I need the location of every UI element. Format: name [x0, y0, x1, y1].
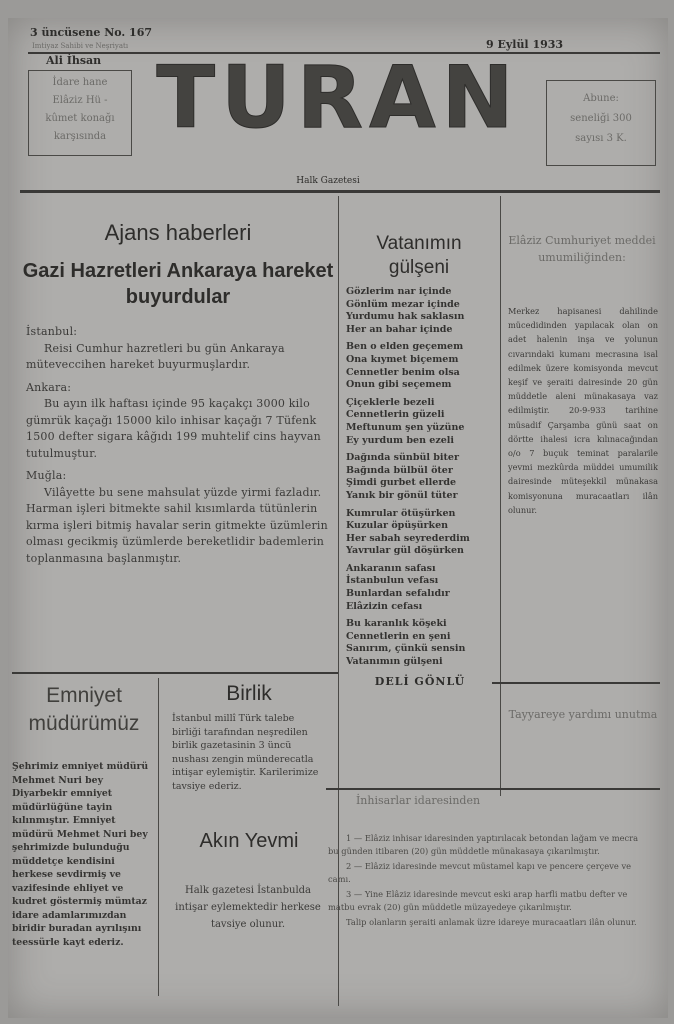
inhisar-item: 3 — Yine Elâziz idaresinde mevcut eski arap harfli matbu defter ve matbu evrak (20) gün müddetle müzayedeye çıkarılmıştır. — [328, 889, 628, 912]
poem-line: Şimdi gurbet ellerde — [346, 477, 457, 489]
newspaper-title: TURAN — [156, 48, 520, 148]
poem-line: Kumrular ötüşürken — [346, 507, 456, 519]
poem-line: Yanık bir gönül tüter — [346, 489, 458, 501]
section-rule — [326, 788, 660, 790]
akin-heading: Akın Yevmi — [199, 830, 299, 852]
owner-label: Imtiyaz Sahibi ve Neşriyatı — [32, 42, 129, 50]
inhisar-heading: İnhisarlar idaresinden — [355, 794, 481, 807]
birlik-heading: Birlik — [226, 682, 272, 705]
column-divider — [158, 678, 159, 996]
ajans-headline: Gazi Hazretleri Ankaraya hareket buyurdular — [22, 260, 334, 308]
poem-line: Sanırım, çünkü sensin — [346, 643, 466, 655]
inhisar-item: 1 — Elâziz inhisar idaresinden yaptırılacak betondan lağam ve mecra bu günden itibaren (20) gün müddetle münakasaya çıkarılmıştır. — [328, 833, 639, 856]
poem-line: Her sabah seyrederdim — [346, 532, 470, 544]
ajans-text: Reisi Cumhur hazretleri bu gün Ankaraya müteveccihen hareket buyurmuşlardır. — [26, 341, 285, 371]
cumhuriyet-text: Merkez hapisanesi dahilinde mücedidinden yapılacak olan on adet halenin inşa ve yolunun cıvarındaki kumanı mecrasına isal edilmek üzere komisyonda mevcut keşif ve şeraiti dairesinde 20 gün müddetle aleni münakasaya vaz edilmiştir. 20-9-933 tarihine müsadif Çarşamba günü saat on dörtte ihalesi icra kılınacağından o/o 7 buçuk teminat paralarile yevmi mezkûrda müddei umumilik dairesinde müteşekkil münakasa komisyonuna muracaatları ilân olunur. — [508, 306, 658, 515]
poem-line: Gözlerim nar içinde — [346, 286, 452, 297]
poem-line: Bağında bülbül öter — [346, 464, 453, 476]
address-line: İdare hane — [52, 77, 108, 88]
address-line: kûmet konağı — [45, 113, 115, 124]
address-box — [28, 70, 132, 156]
masthead-rule — [20, 190, 660, 193]
poem-line: Dağında sünbül biter — [346, 452, 459, 464]
poem-line: Ben o elden geçemem — [346, 341, 464, 353]
inhisar-item: Talip olanların şeraiti anlamak üzre idareye muracaatları ilân olunur. — [346, 917, 637, 927]
ajans-body — [26, 324, 328, 567]
poem-line: Vatanımın gülşeni — [346, 656, 443, 668]
address-line: karşısında — [53, 131, 107, 142]
poem-line: Bunlardan sefalıdır — [346, 588, 450, 600]
newspaper-page — [8, 18, 668, 1018]
poem-line: Ey yurdum ben ezeli — [346, 434, 455, 446]
ajans-place: Ankara: — [26, 380, 72, 394]
ajans-text: Bu ayın ilk haftası içinde 95 kaçakçı 3000 kilo gümrük kaçağı 15000 kilo inhisar kaçağı 7 Tüfenk 1500 defter sigara kâğıdı 199 muhtelif cins hayvan tutulmuştur. — [26, 397, 321, 460]
poem-line: İstanbulun vefası — [346, 575, 439, 587]
poem-line: Ankaranın safası — [346, 562, 436, 574]
subscription-box — [546, 80, 656, 166]
address-line: Elâziz Hü - — [52, 95, 108, 106]
tayyare-heading: Tayyareye yardımı unutma — [508, 708, 658, 721]
ajans-place: Muğla: — [26, 469, 67, 482]
poem-line: Meftunum şen yüzüne — [346, 421, 465, 433]
inhisar-item: 2 — Elâziz idaresinde mevcut müstamel kapı ve pencere çerçeve ve camı. — [328, 861, 632, 884]
newspaper-subtitle: Halk Gazetesi — [296, 176, 360, 186]
poem-line: Yurdumu hak saklasın — [346, 311, 465, 323]
subscription-line: Abune: — [583, 93, 619, 104]
emniyet-text: Şehrimiz emniyet müdürü Mehmet Nuri bey Diyarbekir emniyet müdürlüğüne tayin kılınmıştır. Emniyet müdürü Mehmet Nuri bey şehrimizde bulunduğu müddetçe kendisini herkese sevdirmiş ve vazifesinde ehliyet ve kudret göstermiş mümtaz idare adamlarımızdan biridir buradan ayrılışını teessürle kayt ederiz. — [12, 761, 149, 948]
poem-line: Bu karanlık köşeki — [346, 618, 447, 630]
poem-author: DELİ GÖNLÜ — [374, 674, 466, 688]
section-rule — [12, 672, 338, 674]
inhisar-body — [328, 832, 644, 929]
column-divider — [500, 196, 501, 796]
poem-line: Cennetlerin güzeli — [346, 409, 445, 421]
section-rule — [492, 682, 660, 684]
poem-body — [346, 286, 494, 688]
poem-line: Yavrular gül döşürken — [346, 545, 464, 557]
cumhuriyet-heading: Elâziz Cumhuriyet meddei umumiliğinden: — [508, 234, 656, 264]
poem-line: Onun gibi seçemem — [346, 379, 452, 391]
akin-text: Halk gazetesi İstanbulda intişar eylemektedir herkese tavsiye olunur. — [175, 885, 321, 930]
emniyet-heading: Emniyet müdürümüz — [28, 684, 140, 735]
issue-date: 9 Eylül 1933 — [486, 38, 564, 51]
poem-line: Cennetler benim olsa — [346, 366, 460, 378]
issue-number: 3 üncüsene No. 167 — [30, 26, 153, 39]
poem-line: Çiçeklerle bezeli — [346, 396, 435, 408]
ajans-heading: Ajans haberleri — [104, 220, 252, 245]
poem-heading: Vatanımın gülşeni — [376, 233, 462, 278]
subscription-line: seneliği 300 — [570, 113, 632, 124]
poem-line: Gönlüm mezar içinde — [346, 298, 460, 310]
poem-line: Kuzular öpüşürken — [346, 520, 449, 532]
address-lines — [29, 74, 131, 146]
ajans-text: Vilâyette bu sene mahsulat yüzde yirmi fazladır. Harman işleri bitmekte sahil kısımlarda tütünlerin kırma işleri bitmiş havalar serin gitmekte üzümlerin olması gecikmiş üzümlerde bereketlidir bademlerin toplanmasına başlanmıştır. — [26, 485, 328, 565]
poem-line: Ona kıymet biçemem — [346, 353, 459, 365]
poem-line: Elâzizin cefası — [346, 600, 423, 612]
subscription-lines — [547, 89, 655, 149]
birlik-text: İstanbul millî Türk talebe birliği tarafından neşredilen birlik gazetasinin 3 üncü nushası zengin münderecatla intişar eylemiştir. Karilerimize tavsiye ederiz. — [172, 713, 319, 792]
owner-name: Ali İhsan — [46, 54, 102, 67]
subscription-line: sayısı 3 K. — [575, 133, 627, 144]
poem-line: Her an bahar içinde — [346, 323, 453, 335]
ajans-place: İstanbul: — [26, 325, 78, 338]
poem-line: Cennetlerin en şeni — [346, 630, 451, 642]
poem-lines — [346, 286, 494, 669]
